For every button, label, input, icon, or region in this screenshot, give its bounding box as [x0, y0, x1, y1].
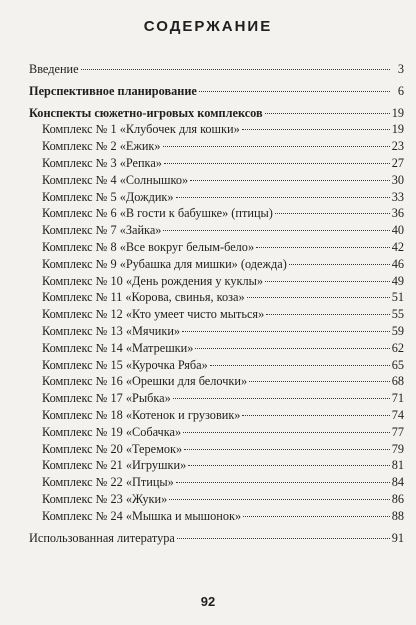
dot-leader [176, 188, 390, 198]
dot-leader [188, 456, 389, 466]
toc-entry [29, 239, 404, 256]
page-title: СОДЕРЖАНИЕ [143, 18, 273, 35]
dot-leader [173, 389, 390, 399]
toc-entry-page: 6 [397, 83, 404, 98]
toc-entry-label: Комплекс № 4 «Солнышко» [42, 172, 189, 187]
toc-entry-label: Комплекс № 6 «В гости к бабушке» (птицы) [42, 206, 273, 221]
dot-leader [210, 356, 390, 366]
toc-entry-page: 19 [391, 105, 404, 120]
toc-entry-page: 42 [391, 239, 404, 254]
dot-leader [265, 272, 390, 282]
toc-entry [29, 424, 404, 441]
toc-entry [29, 357, 404, 374]
dot-leader [164, 154, 390, 164]
toc-entry-label: Комплекс № 10 «День рождения у куклы» [42, 273, 264, 288]
toc-entry [29, 373, 404, 390]
toc-entry [29, 407, 404, 424]
toc-entry-label: Комплекс № 19 «Собачка» [42, 424, 182, 439]
toc-entry-page: 88 [391, 508, 404, 523]
toc-entry-page: 49 [391, 273, 404, 288]
dot-leader [266, 305, 389, 315]
toc-entry-label: Использованная литература [29, 530, 175, 545]
toc-entry-label: Комплекс № 9 «Рубашка для мишки» (одежда) [42, 256, 287, 271]
toc-entry-label: Комплекс № 1 «Клубочек для кошки» [42, 122, 240, 137]
toc-entry [29, 105, 404, 122]
dot-leader [176, 473, 390, 483]
toc-entry [29, 172, 404, 189]
dot-leader [265, 104, 390, 114]
dot-leader [177, 529, 390, 539]
toc-entry [29, 474, 404, 491]
toc-entry-label: Комплекс № 20 «Теремок» [42, 441, 183, 456]
toc-entry-label: Комплекс № 8 «Все вокруг белым-бело» [42, 239, 255, 254]
toc-entry-page: 71 [391, 391, 404, 406]
toc-entry-label: Комплекс № 5 «Дождик» [42, 189, 174, 204]
toc-entry-label: Конспекты сюжетно-игровых комплексов [29, 105, 263, 120]
toc-entry-label: Комплекс № 2 «Ежик» [42, 139, 161, 154]
toc-entry-page: 91 [391, 530, 404, 545]
dot-leader [247, 288, 390, 298]
dot-leader [190, 171, 390, 181]
toc-entry [29, 441, 404, 458]
dot-leader [195, 339, 389, 349]
dot-leader [243, 507, 390, 517]
toc-entry [29, 138, 404, 155]
dot-leader [242, 406, 389, 416]
toc-entry [29, 256, 404, 273]
dot-leader [249, 372, 390, 382]
toc-entry-page: 62 [391, 340, 404, 355]
toc-entry-label: Комплекс № 18 «Котенок и грузовик» [42, 407, 241, 422]
toc-entry [29, 61, 404, 78]
toc-entry-label: Введение [29, 62, 79, 76]
toc-entry [29, 306, 404, 323]
dot-leader [81, 60, 390, 70]
toc-entry-label: Комплекс № 7 «Зайка» [42, 223, 162, 238]
toc-entry-page: 68 [391, 374, 404, 389]
toc-entry-label: Комплекс № 15 «Курочка Ряба» [42, 357, 208, 372]
toc-entry [29, 83, 404, 100]
toc-entry-page: 59 [391, 323, 404, 338]
toc-entry-label: Комплекс № 12 «Кто умеет чисто мыться» [42, 307, 265, 322]
page-number: 92 [200, 594, 216, 609]
toc-entry-page: 74 [391, 407, 404, 422]
dot-leader [183, 423, 390, 433]
dot-leader [184, 440, 390, 450]
toc-entry-page: 30 [391, 172, 404, 187]
toc-entry-label: Комплекс № 17 «Рыбка» [42, 391, 171, 406]
toc-entry [29, 390, 404, 407]
toc-entry [29, 323, 404, 340]
toc-entry [29, 508, 404, 525]
toc-entry-page: 40 [391, 223, 404, 238]
dot-leader [242, 120, 390, 130]
toc-entry-label: Комплекс № 16 «Орешки для белочки» [42, 374, 248, 389]
toc-entry-label: Комплекс № 3 «Репка» [42, 155, 162, 170]
toc-entry-page: 86 [391, 491, 404, 506]
dot-leader [163, 221, 389, 231]
toc-entry-page: 81 [391, 458, 404, 473]
toc-entry-page: 84 [391, 475, 404, 490]
toc-entry [29, 289, 404, 306]
toc-entry [29, 222, 404, 239]
toc-entry-page: 55 [391, 307, 404, 322]
toc-entry-page: 27 [391, 155, 404, 170]
toc-entry [29, 205, 404, 222]
dot-leader [289, 255, 390, 265]
toc-entry-label: Перспективное планирование [29, 83, 197, 98]
toc-entry [29, 530, 404, 547]
toc-entry [29, 189, 404, 206]
toc-entry-page: 79 [391, 441, 404, 456]
table-of-contents [29, 61, 404, 546]
toc-entry [29, 340, 404, 357]
dot-leader [199, 82, 390, 92]
toc-entry-label: Комплекс № 23 «Жуки» [42, 491, 168, 506]
toc-entry-page: 23 [391, 139, 404, 154]
toc-entry-label: Комплекс № 13 «Мячики» [42, 323, 181, 338]
toc-entry-label: Комплекс № 14 «Матрешки» [42, 340, 194, 355]
dot-leader [182, 322, 390, 332]
toc-entry [29, 155, 404, 172]
toc-entry-label: Комплекс № 22 «Птицы» [42, 475, 174, 490]
toc-entry [29, 121, 404, 138]
toc-entry-label: Комплекс № 21 «Игрушки» [42, 458, 187, 473]
dot-leader [163, 137, 390, 147]
toc-entry-page: 36 [391, 206, 404, 221]
toc-entry [29, 457, 404, 474]
dot-leader [256, 238, 390, 248]
toc-entry-page: 46 [391, 256, 404, 271]
dot-leader [275, 204, 390, 214]
dot-leader [169, 490, 389, 500]
toc-entry-label: Комплекс № 11 «Корова, свинья, коза» [42, 290, 245, 305]
toc-entry-page: 51 [391, 290, 404, 305]
toc-entry [29, 273, 404, 290]
toc-entry-page: 3 [397, 62, 404, 76]
toc-entry-label: Комплекс № 24 «Мышка и мышонок» [42, 508, 242, 523]
toc-entry [29, 491, 404, 508]
toc-entry-page: 77 [391, 424, 404, 439]
toc-entry-page: 19 [391, 122, 404, 137]
toc-entry-page: 65 [391, 357, 404, 372]
toc-entry-page: 33 [391, 189, 404, 204]
